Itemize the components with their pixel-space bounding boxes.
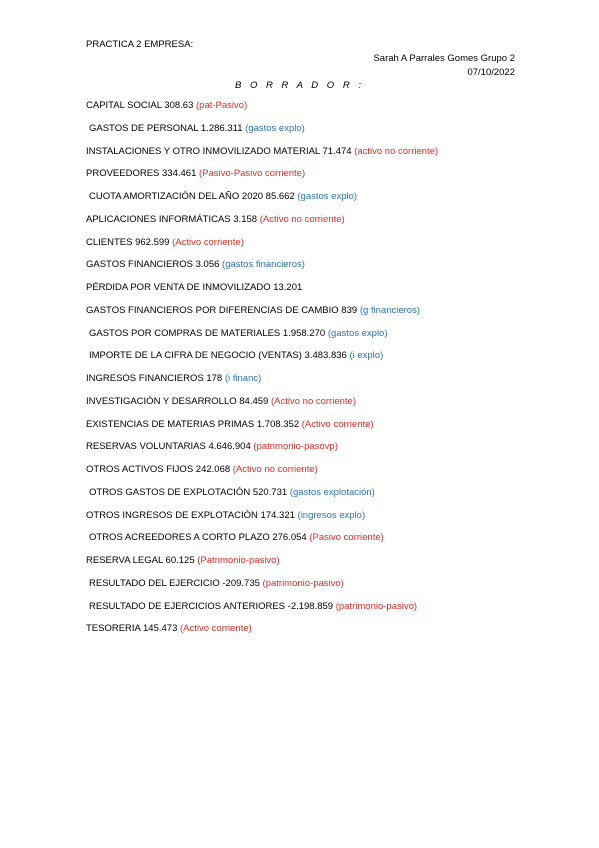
account-entry bbox=[86, 327, 566, 350]
account-entry bbox=[86, 236, 566, 259]
account-classification: (activo no corriente) bbox=[354, 145, 439, 157]
account-classification: (Pasivo corriente) bbox=[309, 532, 384, 544]
account-entry-text: INGRESOS FINANCIEROS 178 bbox=[86, 373, 225, 384]
account-entry-text: OTROS GASTOS DE EXPLOTACIÓN 520.731 bbox=[89, 486, 290, 498]
account-entry-text: GASTOS DE PERSONAL 1.286.311 bbox=[89, 122, 246, 134]
account-classification: (i explo) bbox=[349, 350, 384, 362]
account-entry-text: RESERVA LEGAL 60.125 bbox=[86, 555, 198, 566]
account-classification: (g financieros) bbox=[359, 304, 421, 316]
account-entry-text: OTROS INGRESOS DE EXPLOTACIÓN 174.321 bbox=[86, 509, 298, 521]
author-line: Sarah A Parrales Gomes Grupo 2 bbox=[373, 53, 515, 64]
account-entry-text: RESULTADO DE EJERCICIOS ANTERIORES -2.198.859 bbox=[89, 600, 336, 612]
draft-label: B O R R A D O R : bbox=[235, 80, 364, 91]
account-classification: (pat-Pasivo) bbox=[196, 100, 248, 111]
account-entry bbox=[86, 622, 566, 645]
account-entry bbox=[86, 304, 566, 327]
account-entry bbox=[86, 418, 566, 441]
account-entry bbox=[86, 554, 566, 577]
account-entry bbox=[86, 122, 566, 145]
account-classification: (Activo corriente) bbox=[301, 418, 374, 430]
account-entry-text: OTROS ACTIVOS FIJOS 242.068 bbox=[86, 464, 233, 475]
account-entry bbox=[86, 190, 566, 213]
document-date: 07/10/2022 bbox=[467, 67, 515, 78]
account-classification: (Patrimonio-pasivo) bbox=[197, 555, 280, 566]
account-classification: (gastos financieros) bbox=[222, 259, 305, 271]
account-entry-text: IMPORTE DE LA CIFRA DE NEGOCIO (VENTAS) 3.483.836 bbox=[89, 350, 350, 362]
account-entry-text: CLIENTES 962.599 bbox=[86, 236, 173, 248]
account-classification: (patrimonio-pasivo) bbox=[262, 577, 344, 589]
account-entry-text: APLICACIONES INFORMÁTICAS 3.158 bbox=[86, 213, 260, 225]
account-classification: (patrimonio-pasovp) bbox=[253, 441, 338, 453]
account-entry bbox=[86, 395, 566, 418]
account-entry bbox=[86, 99, 566, 122]
account-entry bbox=[86, 372, 566, 395]
account-entry bbox=[86, 509, 566, 532]
account-classification: (gastos explo) bbox=[327, 327, 388, 339]
account-classification: (i financ) bbox=[224, 373, 262, 384]
account-entry-text: GASTOS POR COMPRAS DE MATERIALES 1.958.270 bbox=[89, 327, 328, 339]
account-entry bbox=[86, 440, 566, 463]
account-classification: (ingresos explo) bbox=[297, 509, 366, 521]
account-entry-text: OTROS ACREEDORES A CORTO PLAZO 276.054 bbox=[89, 532, 310, 544]
account-entry bbox=[86, 281, 566, 304]
account-list bbox=[86, 99, 566, 645]
account-entry bbox=[86, 600, 566, 623]
account-classification: (patrimonio-pasivo) bbox=[335, 600, 418, 612]
account-classification: (Activo corriente) bbox=[180, 623, 252, 635]
account-classification: (gastos explotación) bbox=[289, 486, 375, 498]
account-entry bbox=[86, 577, 566, 600]
account-classification: (Activo no corriente) bbox=[232, 464, 318, 475]
account-classification: (Activo no corriente) bbox=[270, 395, 356, 407]
account-classification: (Activo no corriente) bbox=[259, 213, 345, 225]
account-entry bbox=[86, 349, 566, 372]
account-entry bbox=[86, 145, 566, 168]
account-classification: (gastos explo) bbox=[297, 191, 358, 202]
document-title: PRACTICA 2 EMPRESA: bbox=[86, 39, 194, 50]
account-entry bbox=[86, 167, 566, 190]
account-entry-text: PROVEEDORES 334.461 bbox=[86, 168, 199, 180]
account-entry bbox=[86, 486, 566, 509]
account-entry-text: EXISTENCIAS DE MATERIAS PRIMAS 1.708.352 bbox=[86, 418, 302, 430]
account-entry bbox=[86, 213, 566, 236]
account-entry-text: RESERVAS VOLUNTARIAS 4.646.904 bbox=[86, 441, 254, 453]
account-classification: (Activo corriente) bbox=[172, 236, 244, 248]
account-classification: (gastos explo) bbox=[245, 122, 305, 134]
account-entry-text: CAPITAL SOCIAL 308.63 bbox=[86, 100, 197, 111]
account-entry-text: GASTOS FINANCIEROS POR DIFERENCIAS DE CAMBIO 839 bbox=[86, 304, 360, 316]
account-entry-text: INVESTIGACIÓN Y DESARROLLO 84.459 bbox=[86, 395, 271, 407]
account-entry bbox=[86, 258, 566, 281]
account-entry bbox=[86, 463, 566, 486]
account-classification: (Pasivo-Pasivo corriente) bbox=[199, 168, 306, 180]
account-entry-text: PÉRDIDA POR VENTA DE INMOVILIZADO 13.201 bbox=[86, 282, 303, 293]
account-entry-text: GASTOS FINANCIEROS 3.056 bbox=[86, 259, 223, 271]
account-entry bbox=[86, 531, 566, 554]
account-entry-text: CUOTA AMORTIZACIÓN DEL AÑO 2020 85.662 bbox=[89, 191, 298, 202]
account-entry-text: INSTALACIONES Y OTRO INMOVILIZADO MATERIAL 71.474 bbox=[86, 145, 355, 157]
account-entry-text: TESORERIA 145.473 bbox=[86, 623, 180, 635]
account-entry-text: RESULTADO DEL EJERCICIO -209.735 bbox=[89, 577, 263, 589]
